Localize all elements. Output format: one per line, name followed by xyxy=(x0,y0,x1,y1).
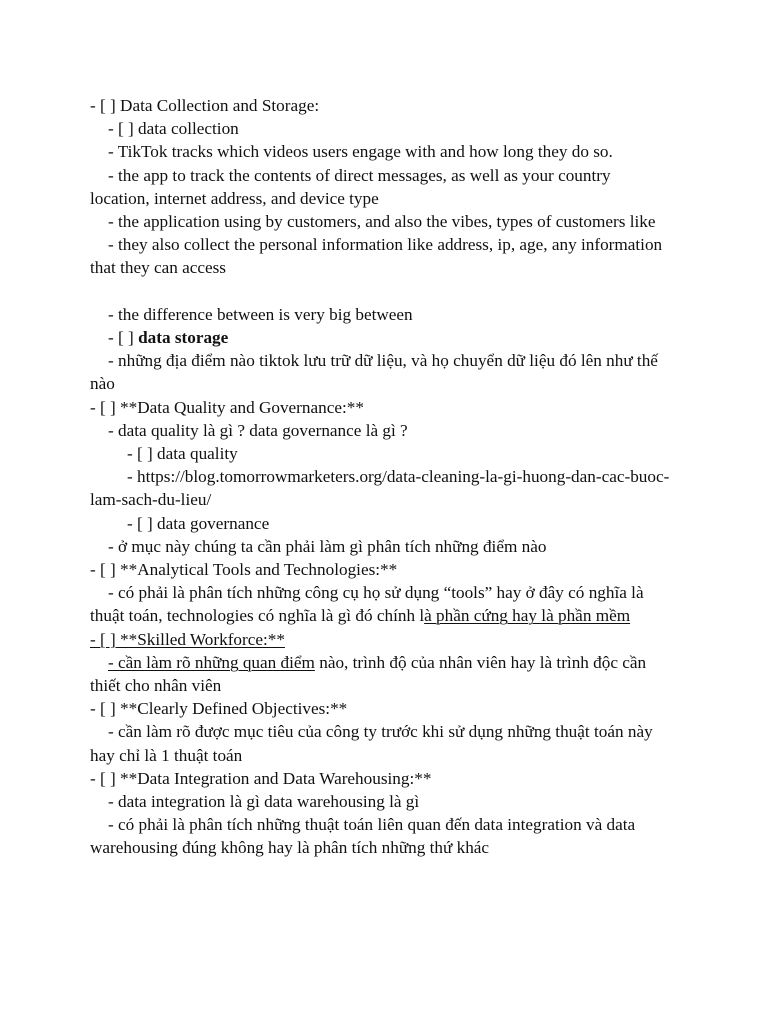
link-text: - https://blog.tomorrowmarketers.org/data-cleaning-la-gi-huong-dan-cac-buoc-lam-sach-du-lieu/ xyxy=(90,467,670,510)
bold-label: data storage xyxy=(138,328,229,348)
note-line xyxy=(90,581,672,627)
checklist-item: - [ ] data collection xyxy=(108,119,239,139)
note-line: - the application using by customers, and also the vibes, types of customers like xyxy=(108,212,656,232)
section-heading: - [ ] Data Collection and Storage: xyxy=(90,96,320,115)
document-page xyxy=(90,94,672,860)
checklist-item xyxy=(90,326,672,349)
note-text: - có phải là phân tích những công cụ họ sử dụng “tools” hay ở đây có nghĩa là thuật toán, technologies có nghĩa là gì đó chính l xyxy=(90,583,644,626)
underlined-text: - cần làm rõ những quan điểm xyxy=(108,652,315,672)
checklist-item: - [ ] data quality xyxy=(127,444,238,464)
checkbox-marker: - [ ] xyxy=(108,328,139,348)
blank-line xyxy=(90,280,672,303)
note-line: - ở mục này chúng ta cần phải làm gì phân tích những điểm nào xyxy=(108,536,547,556)
note-line: - data integration là gì data warehousing là gì xyxy=(108,792,420,812)
note-line: - data quality là gì ? data governance là gì ? xyxy=(108,420,408,440)
section-heading: - [ ] **Skilled Workforce:** xyxy=(90,629,285,649)
note-line: - they also collect the personal information like address, ip, age, any information that they can access xyxy=(90,235,663,278)
note-line: - cần làm rõ được mục tiêu của công ty trước khi sử dụng những thuật toán này hay chỉ là 1 thuật toán xyxy=(90,722,653,765)
note-line: - những địa điểm nào tiktok lưu trữ dữ liệu, và họ chuyển dữ liệu đó lên như thế nào xyxy=(90,351,658,394)
note-line: - the difference between is very big between xyxy=(108,304,413,324)
section-heading: - [ ] **Data Quality and Governance:** xyxy=(90,397,364,417)
underlined-text: à phần cứng hay là phần mềm xyxy=(424,606,631,626)
note-line: - có phải là phân tích những thuật toán liên quan đến data integration và data warehousing đúng không hay là phân tích những thứ khác xyxy=(90,815,636,858)
note-line: - TikTok tracks which videos users engage with and how long they do so. xyxy=(108,142,613,162)
note-text: nào, trình độ của nhân viên hay là trình độc cần thiết cho nhân viên xyxy=(90,652,647,696)
note-line xyxy=(90,651,672,697)
section-heading: - [ ] **Data Integration and Data Warehousing:** xyxy=(90,768,432,788)
section-heading: - [ ] **Clearly Defined Objectives:** xyxy=(90,699,348,719)
checklist-item: - [ ] data governance xyxy=(127,513,270,533)
note-line xyxy=(90,465,672,511)
note-line: - the app to track the contents of direct messages, as well as your country location, internet address, and device type xyxy=(90,165,611,208)
section-heading: - [ ] **Analytical Tools and Technologies:** xyxy=(90,560,398,580)
